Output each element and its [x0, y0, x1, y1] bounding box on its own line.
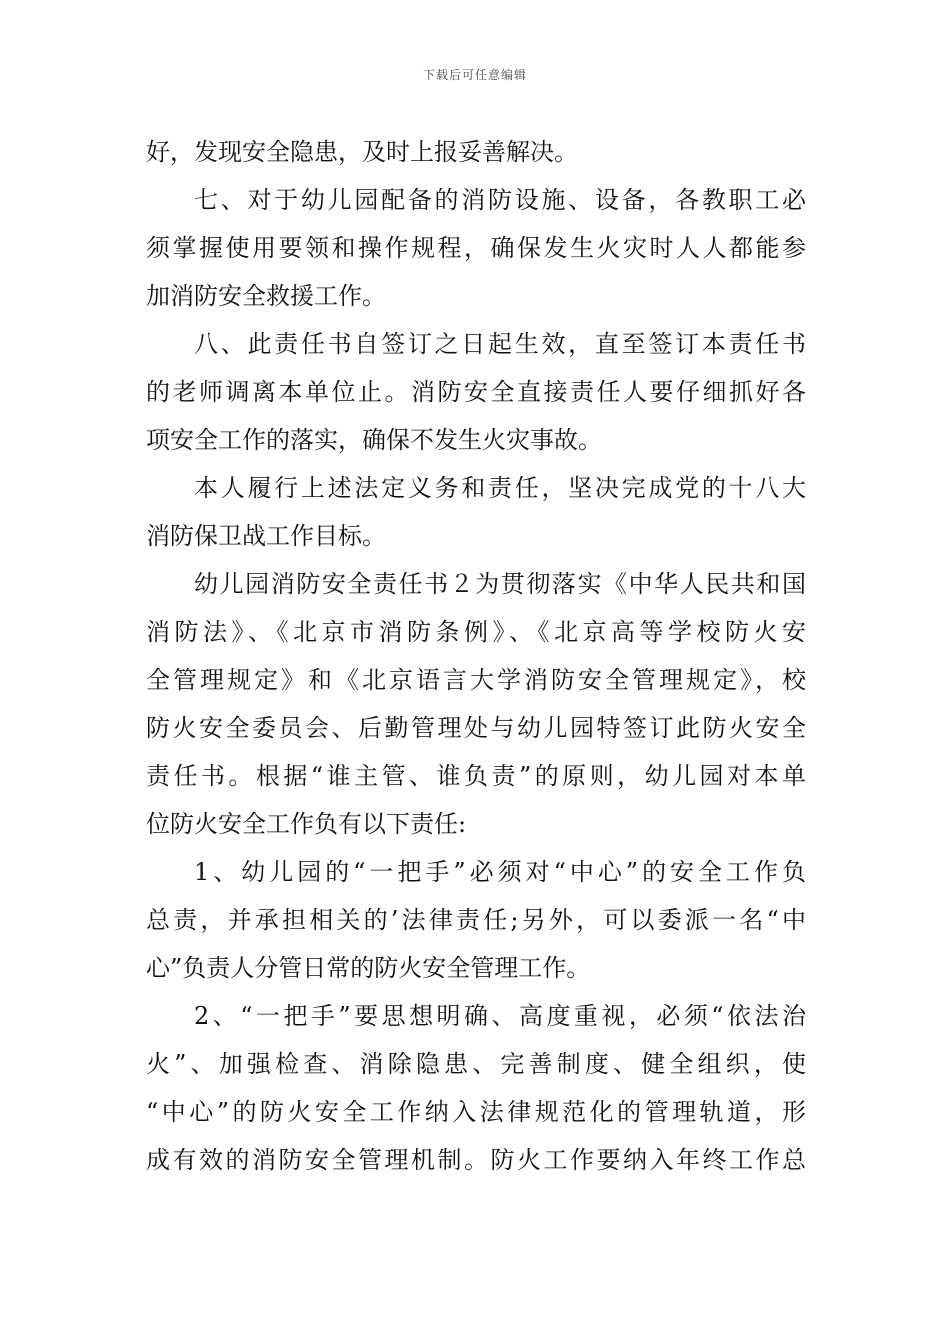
- text-line: 心”负责人分管日常的防火安全管理工作。: [146, 954, 591, 982]
- text-line: 好，发现安全隐患，及时上报妥善解决。: [146, 138, 578, 166]
- text-line: 消防法》、《北京市消防条例》、《北京高等学校防火安: [146, 618, 806, 646]
- text-line: 责任书。根据“谁主管、谁负责”的原则，幼儿园对本单: [146, 762, 806, 790]
- paragraph-item-1: [146, 848, 806, 992]
- text-line: 七、对于幼儿园配备的消防设施、设备，各教职工必: [194, 186, 806, 214]
- text-line: 2、“一把手”要思想明确、高度重视，必须“依法治: [194, 1002, 806, 1030]
- text-line: 加消防安全救援工作。: [146, 282, 386, 310]
- paragraph-document-two-intro: [146, 560, 806, 848]
- paragraph-item-eight: [146, 320, 806, 464]
- text-line: 的老师调离本单位止。消防安全直接责任人要仔细抓好各: [146, 378, 806, 406]
- text-line: 幼儿园消防安全责任书２为贯彻落实《中华人民共和国: [194, 570, 806, 598]
- text-line: 位防火安全工作负有以下责任:: [146, 810, 467, 838]
- text-line: 总责，并承担相关的’法律责任;另外，可以委派一名“中: [146, 906, 806, 934]
- text-line: 消防保卫战工作目标。: [146, 522, 386, 550]
- text-line: 项安全工作的落实，确保不发生火灾事故。: [146, 426, 602, 454]
- document-body: [146, 128, 806, 1184]
- paragraph-continuation: [146, 128, 806, 176]
- text-line: 1、幼儿园的“一把手”必须对“中心”的安全工作负: [194, 858, 806, 886]
- text-line: 成有效的消防安全管理机制。防火工作要纳入年终工作总: [146, 1146, 806, 1174]
- text-line: “中心”的防火安全工作纳入法律规范化的管理轨道，形: [146, 1098, 806, 1126]
- paragraph-item-2: [146, 992, 806, 1184]
- paragraph-item-seven: [146, 176, 806, 320]
- text-line: 火”、加强检查、消除隐患、完善制度、健全组织，使: [146, 1050, 806, 1078]
- text-line: 防火安全委员会、后勤管理处与幼儿园特签订此防火安全: [146, 714, 806, 742]
- text-line: 须掌握使用要领和操作规程，确保发生火灾时人人都能参: [146, 234, 806, 262]
- page-header: 下载后可任意编辑: [422, 68, 527, 82]
- text-line: 八、此责任书自签订之日起生效，直至签订本责任书: [194, 330, 806, 358]
- text-line: 本人履行上述法定义务和责任，坚决完成党的十八大: [194, 474, 806, 502]
- text-line: 全管理规定》和《北京语言大学消防安全管理规定》，校: [146, 666, 806, 694]
- paragraph-pledge: [146, 464, 806, 560]
